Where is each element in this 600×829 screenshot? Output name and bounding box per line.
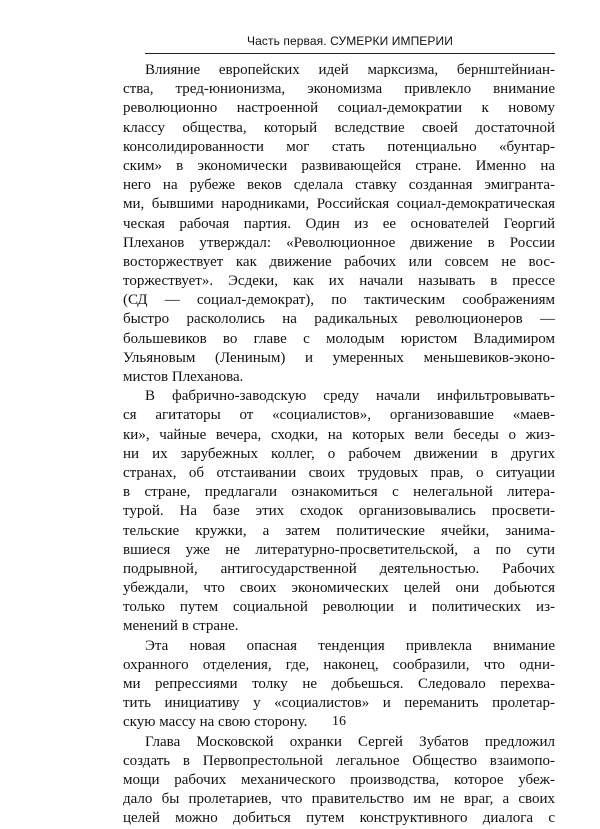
paragraph bbox=[123, 733, 555, 829]
text-line: охранного отделения, где, наконец, сообразили, что одни- bbox=[123, 656, 555, 673]
text-line: дало бы пролетариев, что правительство им не враг, а своих bbox=[123, 791, 555, 808]
text-line: быстро раскололись на радикальных революционеров — bbox=[123, 311, 555, 328]
text-line: Ульяновым (Лениным) и умеренных меньшевиков-эконо- bbox=[123, 349, 555, 366]
text-line: только путем социальной революции и политических из- bbox=[123, 599, 555, 616]
page-number: 16 bbox=[332, 714, 346, 729]
text-line: революционно настроенной социал-демократии к новому bbox=[123, 100, 555, 117]
text-line: Плеханов утверждал: «Революционное движение в России bbox=[123, 234, 555, 251]
text-line: Влияние европейских идей марксизма, бернштейниан- bbox=[145, 62, 555, 78]
text-line: мощи рабочих механического производства, которое убеж- bbox=[123, 771, 555, 788]
text-line: странах, об отстаивании своих трудовых прав, о ситуации bbox=[123, 464, 555, 481]
header-rule bbox=[145, 53, 555, 54]
text-line: ки», чайные вечера, сходки, на которых вели беседы о жиз- bbox=[123, 426, 555, 443]
text-line: В фабрично-заводскую среду начали инфильтровывать- bbox=[145, 388, 555, 405]
running-header: Часть первая. СУМЕРКИ ИМПЕРИИ bbox=[247, 34, 453, 48]
text-line: него на рубеже веков сделала ставку созданная эмигранта- bbox=[123, 177, 555, 194]
text-line: тельские кружки, а затем политические ячейки, занима- bbox=[123, 522, 555, 539]
text-line: Глава Московской охранки Сергей Зубатов предложил bbox=[145, 733, 555, 750]
text-line: консолидированности мог стать потенциально «бунтар- bbox=[123, 138, 555, 155]
text-line: классу общества, который вследствие своей достаточной bbox=[123, 119, 555, 136]
text-line: ми, бывшими народниками, Российская социал-демократическая bbox=[123, 196, 555, 213]
text-line: убеждали, что своих экономических целей они добьются bbox=[123, 580, 555, 597]
text-line: вшиеся уже не литературно-просветительской, а по сути bbox=[123, 541, 555, 558]
text-line: Эта новая опасная тенденция привлекла внимание bbox=[145, 637, 555, 654]
text-line: восторжествует как движение рабочих или совсем не вос- bbox=[123, 253, 555, 270]
text-line: торжествует». Эсдеки, как их начали называть в прессе bbox=[123, 273, 555, 290]
text-line: ми репрессиями толку не добьешься. Следовало перехва- bbox=[123, 676, 555, 692]
text-line: турой. На базе этих сходок организовывались просвети- bbox=[123, 503, 555, 520]
text-line: ческая рабочая партия. Один из ее основателей Георгий bbox=[123, 215, 555, 232]
text-line: в стране, предлагали ознакомиться с нелегальной литера- bbox=[123, 484, 555, 501]
paragraph bbox=[123, 387, 555, 636]
paragraph bbox=[123, 61, 555, 387]
text-line: скую массу на свою сторону. bbox=[123, 714, 308, 731]
text-line: целей можно добиться путем конструктивного диалога с bbox=[123, 810, 555, 827]
text-line: создать в Первопрестольной легальное Общество взаимопо- bbox=[123, 752, 555, 769]
text-line: ся агитаторы от «социалистов», организовавшие «маев- bbox=[123, 407, 555, 424]
text-line: (СД — социал-демократ), по тактическим соображениям bbox=[123, 292, 555, 309]
text-line: менений в стране. bbox=[123, 618, 239, 635]
text-line: ни их зарубежных коллег, о рабочем движении в других bbox=[123, 445, 555, 462]
text-line: ским» в экономически развивающейся стране. Именно на bbox=[123, 157, 555, 174]
text-line: тить инициативу у «социалистов» и переманить пролетар- bbox=[123, 695, 555, 712]
text-line: подрывной, антигосударственной деятельностью. Рабочих bbox=[123, 560, 555, 577]
text-line: мистов Плеханова. bbox=[123, 369, 244, 385]
text-line: большевиков во главе с молодым юристом Владимиром bbox=[123, 330, 555, 347]
text-line: ства, тред-юнионизма, экономизма привлекло внимание bbox=[123, 81, 555, 98]
